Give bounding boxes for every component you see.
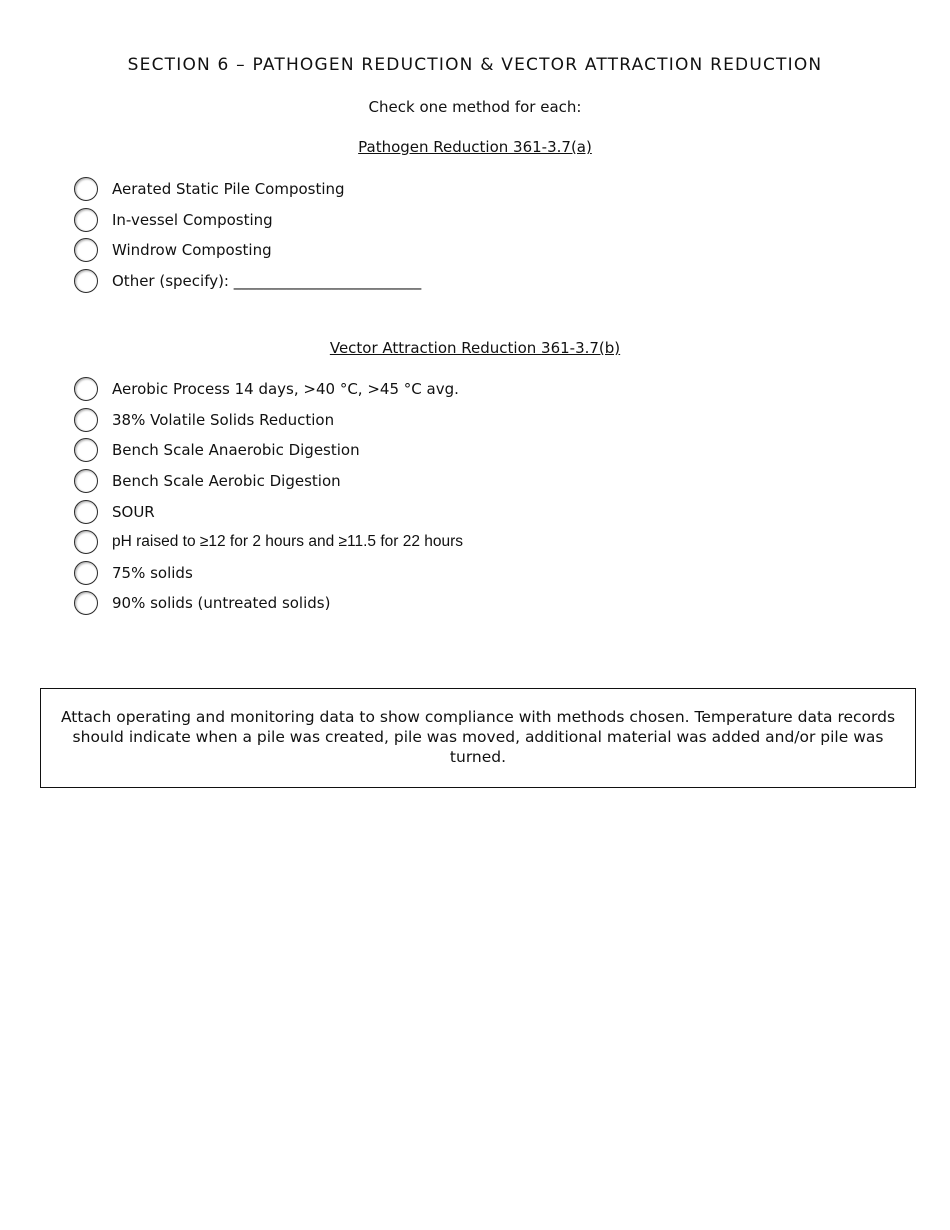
option-label: In-vessel Composting: [112, 210, 273, 229]
option-label: Bench Scale Anaerobic Digestion: [112, 441, 360, 460]
section-title: SECTION 6 – PATHOGEN REDUCTION & VECTOR ATTRACTION REDUCTION: [127, 55, 823, 75]
option-label: Bench Scale Aerobic Digestion: [112, 472, 341, 491]
radio-button[interactable]: [74, 238, 98, 262]
option-90-percent-solids[interactable]: [74, 588, 463, 619]
vector-attraction-reduction-heading: Vector Attraction Reduction 361-3.7(b): [329, 339, 621, 357]
option-label: pH raised to ≥12 for 2 hours and ≥11.5 for 22 hours: [112, 533, 464, 551]
option-windrow-composting[interactable]: [74, 235, 421, 266]
radio-button[interactable]: [74, 377, 98, 401]
option-ph-raised[interactable]: [74, 527, 463, 558]
option-aerobic-process[interactable]: [74, 374, 463, 405]
option-sour[interactable]: [74, 496, 463, 527]
radio-button[interactable]: [74, 530, 98, 554]
radio-button[interactable]: [74, 591, 98, 615]
radio-button[interactable]: [74, 500, 98, 524]
option-other-specify[interactable]: [74, 266, 421, 297]
radio-button[interactable]: [74, 408, 98, 432]
radio-button[interactable]: [74, 269, 98, 293]
notice-box: [40, 688, 916, 788]
vector-attraction-reduction-options: [74, 374, 463, 619]
radio-button[interactable]: [74, 469, 98, 493]
radio-button[interactable]: [74, 208, 98, 232]
radio-button[interactable]: [74, 177, 98, 201]
option-label: 75% solids: [112, 563, 193, 582]
option-label: Aerated Static Pile Composting: [112, 180, 345, 199]
option-label: Aerobic Process 14 days, >40 °C, >45 °C avg.: [112, 380, 459, 399]
option-bench-scale-aerobic[interactable]: [74, 466, 463, 497]
option-in-vessel-composting[interactable]: [74, 205, 421, 236]
option-label: 90% solids (untreated solids): [112, 594, 331, 613]
option-75-percent-solids[interactable]: [74, 558, 463, 589]
pathogen-reduction-heading: Pathogen Reduction 361-3.7(a): [358, 138, 592, 156]
option-volatile-solids-reduction[interactable]: [74, 405, 463, 436]
option-label: Windrow Composting: [112, 241, 272, 260]
option-bench-scale-anaerobic[interactable]: [74, 435, 463, 466]
radio-button[interactable]: [74, 438, 98, 462]
option-label: Other (specify): _________________________: [112, 272, 422, 291]
pathogen-reduction-options: [74, 174, 421, 296]
option-aerated-static-pile[interactable]: [74, 174, 421, 205]
option-label: 38% Volatile Solids Reduction: [112, 410, 335, 429]
notice-text: Attach operating and monitoring data to show compliance with methods chosen. Temperature data records should indicate when a pile was created, pile was moved, additional material was added and/or pile was turned.: [60, 708, 896, 766]
option-label: SOUR: [112, 502, 155, 521]
instruction-text: Check one method for each:: [368, 98, 582, 116]
radio-button[interactable]: [74, 561, 98, 585]
